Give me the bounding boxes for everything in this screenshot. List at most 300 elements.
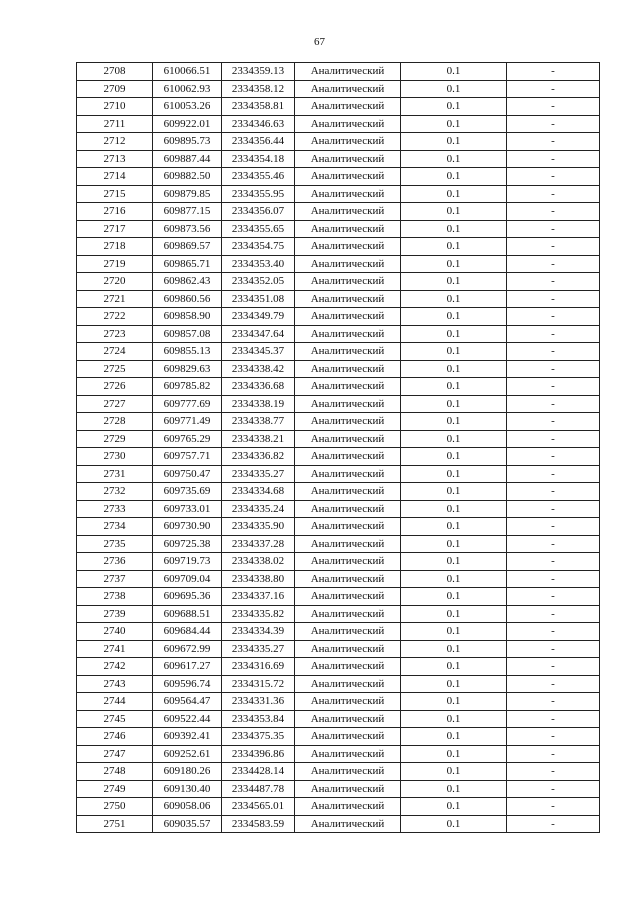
point-number-cell: 2723: [77, 325, 153, 343]
table-row: [77, 98, 600, 116]
y-coordinate-cell: 2334349.79: [222, 308, 295, 326]
accuracy-cell: 0.1: [401, 255, 507, 273]
accuracy-cell: 0.1: [401, 640, 507, 658]
table-row: [77, 763, 600, 781]
note-cell: -: [507, 815, 600, 833]
x-coordinate-cell: 609879.85: [153, 185, 222, 203]
table-row: [77, 815, 600, 833]
x-coordinate-cell: 609252.61: [153, 745, 222, 763]
table-row: [77, 553, 600, 571]
x-coordinate-cell: 609684.44: [153, 623, 222, 641]
y-coordinate-cell: 2334352.05: [222, 273, 295, 291]
y-coordinate-cell: 2334335.82: [222, 605, 295, 623]
point-number-cell: 2708: [77, 63, 153, 81]
note-cell: -: [507, 780, 600, 798]
table-row: [77, 623, 600, 641]
y-coordinate-cell: 2334353.40: [222, 255, 295, 273]
point-number-cell: 2736: [77, 553, 153, 571]
accuracy-cell: 0.1: [401, 448, 507, 466]
x-coordinate-cell: 609058.06: [153, 798, 222, 816]
note-cell: -: [507, 693, 600, 711]
note-cell: -: [507, 483, 600, 501]
x-coordinate-cell: 609725.38: [153, 535, 222, 553]
y-coordinate-cell: 2334336.82: [222, 448, 295, 466]
y-coordinate-cell: 2334338.21: [222, 430, 295, 448]
note-cell: -: [507, 605, 600, 623]
accuracy-cell: 0.1: [401, 465, 507, 483]
point-number-cell: 2713: [77, 150, 153, 168]
method-cell: Аналитический: [295, 640, 401, 658]
x-coordinate-cell: 609869.57: [153, 238, 222, 256]
y-coordinate-cell: 2334345.37: [222, 343, 295, 361]
x-coordinate-cell: 609857.08: [153, 325, 222, 343]
note-cell: -: [507, 273, 600, 291]
point-number-cell: 2721: [77, 290, 153, 308]
x-coordinate-cell: 609688.51: [153, 605, 222, 623]
note-cell: -: [507, 413, 600, 431]
y-coordinate-cell: 2334335.90: [222, 518, 295, 536]
note-cell: -: [507, 238, 600, 256]
accuracy-cell: 0.1: [401, 815, 507, 833]
point-number-cell: 2715: [77, 185, 153, 203]
method-cell: Аналитический: [295, 448, 401, 466]
x-coordinate-cell: 609617.27: [153, 658, 222, 676]
point-number-cell: 2742: [77, 658, 153, 676]
note-cell: -: [507, 98, 600, 116]
y-coordinate-cell: 2334355.46: [222, 168, 295, 186]
note-cell: -: [507, 343, 600, 361]
method-cell: Аналитический: [295, 255, 401, 273]
note-cell: -: [507, 395, 600, 413]
note-cell: -: [507, 465, 600, 483]
table-row: [77, 220, 600, 238]
note-cell: -: [507, 798, 600, 816]
y-coordinate-cell: 2334338.80: [222, 570, 295, 588]
accuracy-cell: 0.1: [401, 360, 507, 378]
method-cell: Аналитический: [295, 465, 401, 483]
point-number-cell: 2727: [77, 395, 153, 413]
point-number-cell: 2710: [77, 98, 153, 116]
accuracy-cell: 0.1: [401, 98, 507, 116]
x-coordinate-cell: 609873.56: [153, 220, 222, 238]
accuracy-cell: 0.1: [401, 518, 507, 536]
table-row: [77, 658, 600, 676]
y-coordinate-cell: 2334355.65: [222, 220, 295, 238]
note-cell: -: [507, 553, 600, 571]
method-cell: Аналитический: [295, 308, 401, 326]
x-coordinate-cell: 609922.01: [153, 115, 222, 133]
table-row: [77, 465, 600, 483]
method-cell: Аналитический: [295, 483, 401, 501]
note-cell: -: [507, 675, 600, 693]
x-coordinate-cell: 609855.13: [153, 343, 222, 361]
point-number-cell: 2716: [77, 203, 153, 221]
method-cell: Аналитический: [295, 98, 401, 116]
method-cell: Аналитический: [295, 325, 401, 343]
y-coordinate-cell: 2334375.35: [222, 728, 295, 746]
table-row: [77, 535, 600, 553]
method-cell: Аналитический: [295, 710, 401, 728]
accuracy-cell: 0.1: [401, 553, 507, 571]
point-number-cell: 2718: [77, 238, 153, 256]
y-coordinate-cell: 2334346.63: [222, 115, 295, 133]
y-coordinate-cell: 2334487.78: [222, 780, 295, 798]
y-coordinate-cell: 2334356.44: [222, 133, 295, 151]
x-coordinate-cell: 609895.73: [153, 133, 222, 151]
accuracy-cell: 0.1: [401, 133, 507, 151]
note-cell: -: [507, 325, 600, 343]
method-cell: Аналитический: [295, 273, 401, 291]
x-coordinate-cell: 609882.50: [153, 168, 222, 186]
method-cell: Аналитический: [295, 605, 401, 623]
x-coordinate-cell: 609777.69: [153, 395, 222, 413]
accuracy-cell: 0.1: [401, 675, 507, 693]
method-cell: Аналитический: [295, 570, 401, 588]
x-coordinate-cell: 609757.71: [153, 448, 222, 466]
point-number-cell: 2734: [77, 518, 153, 536]
y-coordinate-cell: 2334337.16: [222, 588, 295, 606]
x-coordinate-cell: 609771.49: [153, 413, 222, 431]
note-cell: -: [507, 518, 600, 536]
note-cell: -: [507, 168, 600, 186]
accuracy-cell: 0.1: [401, 745, 507, 763]
accuracy-cell: 0.1: [401, 220, 507, 238]
accuracy-cell: 0.1: [401, 605, 507, 623]
point-number-cell: 2747: [77, 745, 153, 763]
table-row: [77, 238, 600, 256]
method-cell: Аналитический: [295, 623, 401, 641]
table-row: [77, 640, 600, 658]
note-cell: -: [507, 255, 600, 273]
point-number-cell: 2726: [77, 378, 153, 396]
method-cell: Аналитический: [295, 500, 401, 518]
accuracy-cell: 0.1: [401, 588, 507, 606]
point-number-cell: 2739: [77, 605, 153, 623]
table-row: [77, 185, 600, 203]
table-row: [77, 570, 600, 588]
note-cell: -: [507, 133, 600, 151]
x-coordinate-cell: 609865.71: [153, 255, 222, 273]
note-cell: -: [507, 500, 600, 518]
y-coordinate-cell: 2334315.72: [222, 675, 295, 693]
point-number-cell: 2740: [77, 623, 153, 641]
coordinates-table-body: [77, 63, 600, 833]
x-coordinate-cell: 609750.47: [153, 465, 222, 483]
table-row: [77, 483, 600, 501]
accuracy-cell: 0.1: [401, 273, 507, 291]
accuracy-cell: 0.1: [401, 238, 507, 256]
table-row: [77, 518, 600, 536]
table-row: [77, 413, 600, 431]
note-cell: -: [507, 623, 600, 641]
x-coordinate-cell: 609877.15: [153, 203, 222, 221]
x-coordinate-cell: 610062.93: [153, 80, 222, 98]
table-row: [77, 168, 600, 186]
table-row: [77, 343, 600, 361]
coordinates-table: [76, 62, 600, 833]
table-row: [77, 448, 600, 466]
y-coordinate-cell: 2334338.77: [222, 413, 295, 431]
x-coordinate-cell: 609829.63: [153, 360, 222, 378]
table-row: [77, 115, 600, 133]
method-cell: Аналитический: [295, 63, 401, 81]
y-coordinate-cell: 2334354.75: [222, 238, 295, 256]
accuracy-cell: 0.1: [401, 780, 507, 798]
table-row: [77, 430, 600, 448]
y-coordinate-cell: 2334358.12: [222, 80, 295, 98]
note-cell: -: [507, 728, 600, 746]
point-number-cell: 2737: [77, 570, 153, 588]
x-coordinate-cell: 609862.43: [153, 273, 222, 291]
point-number-cell: 2741: [77, 640, 153, 658]
table-row: [77, 273, 600, 291]
y-coordinate-cell: 2334354.18: [222, 150, 295, 168]
point-number-cell: 2712: [77, 133, 153, 151]
accuracy-cell: 0.1: [401, 343, 507, 361]
table-row: [77, 378, 600, 396]
y-coordinate-cell: 2334334.68: [222, 483, 295, 501]
note-cell: -: [507, 570, 600, 588]
x-coordinate-cell: 609709.04: [153, 570, 222, 588]
point-number-cell: 2720: [77, 273, 153, 291]
x-coordinate-cell: 609887.44: [153, 150, 222, 168]
table-row: [77, 710, 600, 728]
accuracy-cell: 0.1: [401, 168, 507, 186]
x-coordinate-cell: 609733.01: [153, 500, 222, 518]
table-row: [77, 675, 600, 693]
accuracy-cell: 0.1: [401, 378, 507, 396]
x-coordinate-cell: 609596.74: [153, 675, 222, 693]
x-coordinate-cell: 609860.56: [153, 290, 222, 308]
point-number-cell: 2733: [77, 500, 153, 518]
table-row: [77, 693, 600, 711]
accuracy-cell: 0.1: [401, 483, 507, 501]
method-cell: Аналитический: [295, 798, 401, 816]
note-cell: -: [507, 658, 600, 676]
method-cell: Аналитический: [295, 728, 401, 746]
method-cell: Аналитический: [295, 220, 401, 238]
point-number-cell: 2735: [77, 535, 153, 553]
point-number-cell: 2743: [77, 675, 153, 693]
table-row: [77, 360, 600, 378]
method-cell: Аналитический: [295, 675, 401, 693]
table-row: [77, 63, 600, 81]
accuracy-cell: 0.1: [401, 395, 507, 413]
x-coordinate-cell: 610066.51: [153, 63, 222, 81]
method-cell: Аналитический: [295, 658, 401, 676]
note-cell: -: [507, 360, 600, 378]
point-number-cell: 2714: [77, 168, 153, 186]
point-number-cell: 2730: [77, 448, 153, 466]
y-coordinate-cell: 2334428.14: [222, 763, 295, 781]
accuracy-cell: 0.1: [401, 710, 507, 728]
y-coordinate-cell: 2334337.28: [222, 535, 295, 553]
y-coordinate-cell: 2334356.07: [222, 203, 295, 221]
x-coordinate-cell: 610053.26: [153, 98, 222, 116]
y-coordinate-cell: 2334351.08: [222, 290, 295, 308]
y-coordinate-cell: 2334565.01: [222, 798, 295, 816]
point-number-cell: 2709: [77, 80, 153, 98]
point-number-cell: 2711: [77, 115, 153, 133]
method-cell: Аналитический: [295, 115, 401, 133]
accuracy-cell: 0.1: [401, 185, 507, 203]
method-cell: Аналитический: [295, 535, 401, 553]
accuracy-cell: 0.1: [401, 728, 507, 746]
table-row: [77, 308, 600, 326]
x-coordinate-cell: 609130.40: [153, 780, 222, 798]
accuracy-cell: 0.1: [401, 290, 507, 308]
method-cell: Аналитический: [295, 238, 401, 256]
x-coordinate-cell: 609765.29: [153, 430, 222, 448]
method-cell: Аналитический: [295, 150, 401, 168]
accuracy-cell: 0.1: [401, 623, 507, 641]
x-coordinate-cell: 609735.69: [153, 483, 222, 501]
method-cell: Аналитический: [295, 413, 401, 431]
x-coordinate-cell: 609785.82: [153, 378, 222, 396]
accuracy-cell: 0.1: [401, 535, 507, 553]
x-coordinate-cell: 609672.99: [153, 640, 222, 658]
page-number: 67: [314, 36, 325, 48]
point-number-cell: 2751: [77, 815, 153, 833]
y-coordinate-cell: 2334358.81: [222, 98, 295, 116]
table-row: [77, 203, 600, 221]
note-cell: -: [507, 290, 600, 308]
method-cell: Аналитический: [295, 343, 401, 361]
note-cell: -: [507, 185, 600, 203]
method-cell: Аналитический: [295, 378, 401, 396]
method-cell: Аналитический: [295, 203, 401, 221]
table-row: [77, 150, 600, 168]
point-number-cell: 2749: [77, 780, 153, 798]
table-row: [77, 728, 600, 746]
method-cell: Аналитический: [295, 185, 401, 203]
accuracy-cell: 0.1: [401, 500, 507, 518]
note-cell: -: [507, 710, 600, 728]
point-number-cell: 2717: [77, 220, 153, 238]
table-row: [77, 588, 600, 606]
method-cell: Аналитический: [295, 80, 401, 98]
y-coordinate-cell: 2334353.84: [222, 710, 295, 728]
accuracy-cell: 0.1: [401, 570, 507, 588]
point-number-cell: 2731: [77, 465, 153, 483]
accuracy-cell: 0.1: [401, 430, 507, 448]
note-cell: -: [507, 640, 600, 658]
point-number-cell: 2722: [77, 308, 153, 326]
y-coordinate-cell: 2334336.68: [222, 378, 295, 396]
y-coordinate-cell: 2334338.42: [222, 360, 295, 378]
table-row: [77, 290, 600, 308]
accuracy-cell: 0.1: [401, 325, 507, 343]
accuracy-cell: 0.1: [401, 308, 507, 326]
accuracy-cell: 0.1: [401, 413, 507, 431]
point-number-cell: 2732: [77, 483, 153, 501]
accuracy-cell: 0.1: [401, 203, 507, 221]
table-row: [77, 395, 600, 413]
method-cell: Аналитический: [295, 588, 401, 606]
x-coordinate-cell: 609858.90: [153, 308, 222, 326]
method-cell: Аналитический: [295, 693, 401, 711]
accuracy-cell: 0.1: [401, 115, 507, 133]
y-coordinate-cell: 2334316.69: [222, 658, 295, 676]
y-coordinate-cell: 2334331.36: [222, 693, 295, 711]
point-number-cell: 2724: [77, 343, 153, 361]
point-number-cell: 2746: [77, 728, 153, 746]
table-row: [77, 133, 600, 151]
accuracy-cell: 0.1: [401, 763, 507, 781]
point-number-cell: 2729: [77, 430, 153, 448]
method-cell: Аналитический: [295, 745, 401, 763]
table-row: [77, 500, 600, 518]
note-cell: -: [507, 535, 600, 553]
note-cell: -: [507, 203, 600, 221]
table-row: [77, 80, 600, 98]
method-cell: Аналитический: [295, 168, 401, 186]
point-number-cell: 2745: [77, 710, 153, 728]
table-row: [77, 798, 600, 816]
y-coordinate-cell: 2334338.19: [222, 395, 295, 413]
table-row: [77, 605, 600, 623]
method-cell: Аналитический: [295, 815, 401, 833]
accuracy-cell: 0.1: [401, 658, 507, 676]
y-coordinate-cell: 2334335.27: [222, 465, 295, 483]
x-coordinate-cell: 609180.26: [153, 763, 222, 781]
x-coordinate-cell: 609719.73: [153, 553, 222, 571]
y-coordinate-cell: 2334347.64: [222, 325, 295, 343]
table-row: [77, 325, 600, 343]
y-coordinate-cell: 2334338.02: [222, 553, 295, 571]
y-coordinate-cell: 2334334.39: [222, 623, 295, 641]
point-number-cell: 2738: [77, 588, 153, 606]
x-coordinate-cell: 609730.90: [153, 518, 222, 536]
note-cell: -: [507, 745, 600, 763]
point-number-cell: 2719: [77, 255, 153, 273]
method-cell: Аналитический: [295, 430, 401, 448]
x-coordinate-cell: 609695.36: [153, 588, 222, 606]
method-cell: Аналитический: [295, 395, 401, 413]
note-cell: -: [507, 448, 600, 466]
note-cell: -: [507, 63, 600, 81]
method-cell: Аналитический: [295, 290, 401, 308]
accuracy-cell: 0.1: [401, 693, 507, 711]
table-row: [77, 780, 600, 798]
y-coordinate-cell: 2334355.95: [222, 185, 295, 203]
table-row: [77, 255, 600, 273]
point-number-cell: 2725: [77, 360, 153, 378]
y-coordinate-cell: 2334359.13: [222, 63, 295, 81]
y-coordinate-cell: 2334335.27: [222, 640, 295, 658]
point-number-cell: 2750: [77, 798, 153, 816]
note-cell: -: [507, 220, 600, 238]
method-cell: Аналитический: [295, 518, 401, 536]
point-number-cell: 2728: [77, 413, 153, 431]
note-cell: -: [507, 150, 600, 168]
note-cell: -: [507, 588, 600, 606]
note-cell: -: [507, 115, 600, 133]
method-cell: Аналитический: [295, 780, 401, 798]
method-cell: Аналитический: [295, 553, 401, 571]
note-cell: -: [507, 763, 600, 781]
table-row: [77, 745, 600, 763]
method-cell: Аналитический: [295, 763, 401, 781]
point-number-cell: 2748: [77, 763, 153, 781]
x-coordinate-cell: 609564.47: [153, 693, 222, 711]
x-coordinate-cell: 609035.57: [153, 815, 222, 833]
y-coordinate-cell: 2334583.59: [222, 815, 295, 833]
note-cell: -: [507, 308, 600, 326]
accuracy-cell: 0.1: [401, 63, 507, 81]
method-cell: Аналитический: [295, 133, 401, 151]
x-coordinate-cell: 609392.41: [153, 728, 222, 746]
